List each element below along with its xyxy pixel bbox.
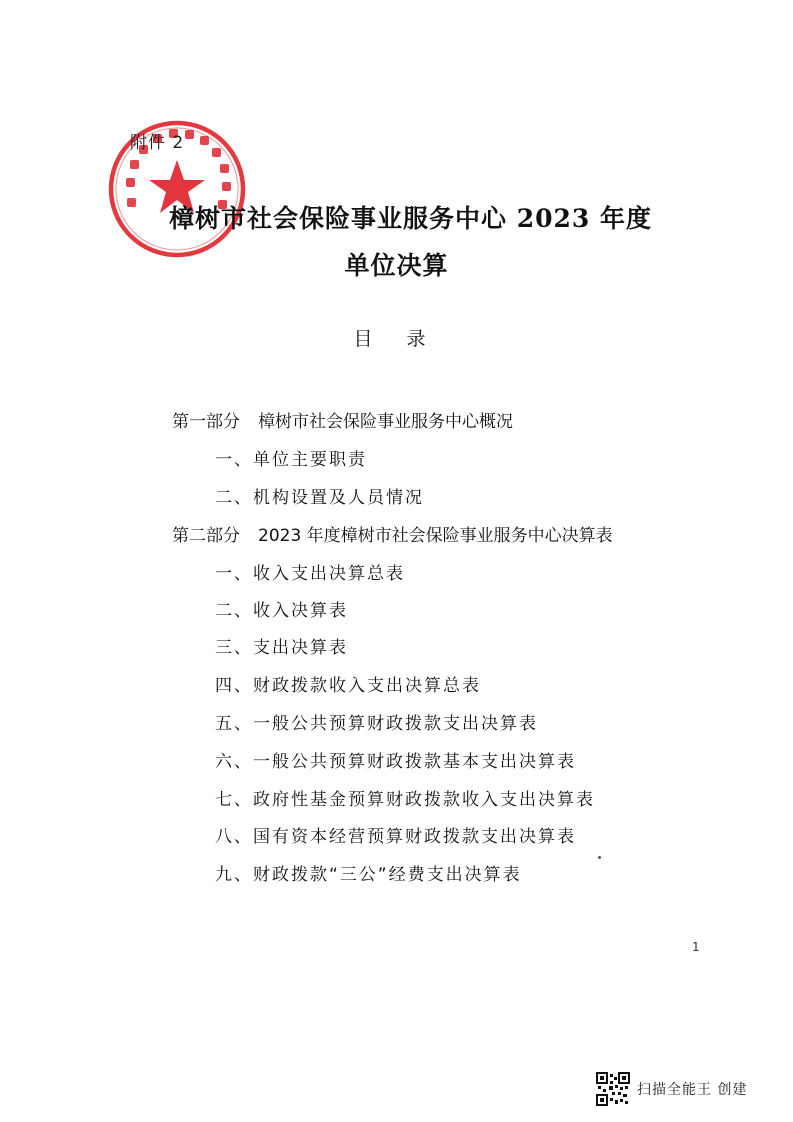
attachment-label: 附件 2 <box>130 133 185 153</box>
scan-speck <box>598 856 601 859</box>
document-title-line1: 樟树市社会保险事业服务中心 2023 年度 <box>169 204 652 233</box>
toc-item: 三、支出决算表 <box>215 638 348 658</box>
toc-item: 一、收入支出决算总表 <box>215 564 405 584</box>
toc-item: 九、财政拨款“三公”经费支出决算表 <box>215 865 522 885</box>
toc-item: 二、收入决算表 <box>215 601 348 621</box>
toc-part-title: 樟树市社会保险事业服务中心概况 <box>258 412 513 432</box>
qr-code-icon <box>596 1072 630 1106</box>
toc-heading: 目 录 <box>353 328 440 350</box>
toc-item: 六、一般公共预算财政拨款基本支出决算表 <box>215 752 576 772</box>
toc-part-2 <box>172 521 613 546</box>
scanner-watermark <box>596 1072 747 1106</box>
toc-item: 四、财政拨款收入支出决算总表 <box>215 676 481 696</box>
toc-item: 一、单位主要职责 <box>215 450 367 470</box>
toc-item: 八、国有资本经营预算财政拨款支出决算表 <box>215 827 576 847</box>
toc-item: 五、一般公共预算财政拨款支出决算表 <box>215 714 538 734</box>
toc-item: 二、机构设置及人员情况 <box>215 488 424 508</box>
toc-part-title: 2023 年度樟树市社会保险事业服务中心决算表 <box>258 526 613 546</box>
scanner-credit: 扫描全能王 创建 <box>637 1082 748 1098</box>
page-number: 1 <box>692 940 700 954</box>
toc-part-1 <box>172 407 513 432</box>
toc-part-label: 第二部分 <box>172 526 240 546</box>
toc-item: 七、政府性基金预算财政拨款收入支出决算表 <box>215 790 595 810</box>
toc-part-label: 第一部分 <box>172 412 240 432</box>
document-title-line2: 单位决算 <box>344 251 449 280</box>
